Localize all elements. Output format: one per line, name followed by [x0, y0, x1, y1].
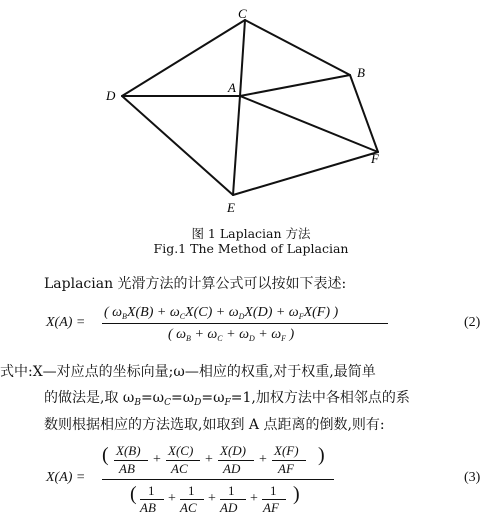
point-label-e: E — [227, 200, 235, 215]
eq2-fraction-bar — [102, 323, 388, 324]
figure-caption-cn: 图 1 Laplacian 方法 — [191, 226, 311, 241]
para-line-2: 的做法是,取 $\omega_B=\omega_C=\omega_D=\omega_F=1$,加权方法中各相邻点的系 — [44, 390, 410, 408]
eq3-number: (3) — [464, 470, 481, 485]
eq2-lhs: X(A) = — [46, 315, 86, 330]
point-label-c: C — [238, 6, 247, 21]
point-label-d: D — [106, 88, 116, 103]
edge-f-e — [233, 152, 378, 195]
edge-b-f — [350, 75, 378, 152]
edge-a-c — [240, 20, 245, 96]
edge-a-b — [240, 75, 350, 96]
eq2-denominator: ( $\omega_B + \omega_C + \omega_D + \omega_F$ ) — [168, 327, 295, 343]
para-line-1: 式中:X—对应点的坐标向量;ω—相应的权重,对于权重,最简单 — [0, 364, 376, 380]
edge-a-f — [240, 96, 378, 152]
eq3-fraction-bar — [102, 479, 334, 480]
para-line-3: 数则根据相应的方法选取,如取到 A 点距离的倒数,则有: — [44, 417, 385, 433]
point-label-a: A — [228, 80, 236, 95]
edge-d-c — [122, 20, 245, 96]
eq3-lhs: X(A) = — [46, 470, 86, 485]
figure-caption-en: Fig.1 The Method of Laplacian — [153, 241, 349, 256]
point-label-b: B — [357, 65, 365, 80]
edge-c-b — [245, 20, 350, 75]
edge-e-d — [122, 96, 233, 195]
eq2-numerator: ( $\omega_BX(B) + \omega_CX(C) + \omega_DX(D) + \omega_FX(F)$ ) — [104, 305, 339, 321]
eq2-number: (2) — [464, 315, 481, 330]
point-label-f: F — [371, 151, 379, 166]
laplacian-figure — [0, 0, 502, 215]
edge-a-e — [233, 96, 240, 195]
intro-text: Laplacian 光滑方法的计算公式可以按如下表述: — [44, 276, 347, 292]
